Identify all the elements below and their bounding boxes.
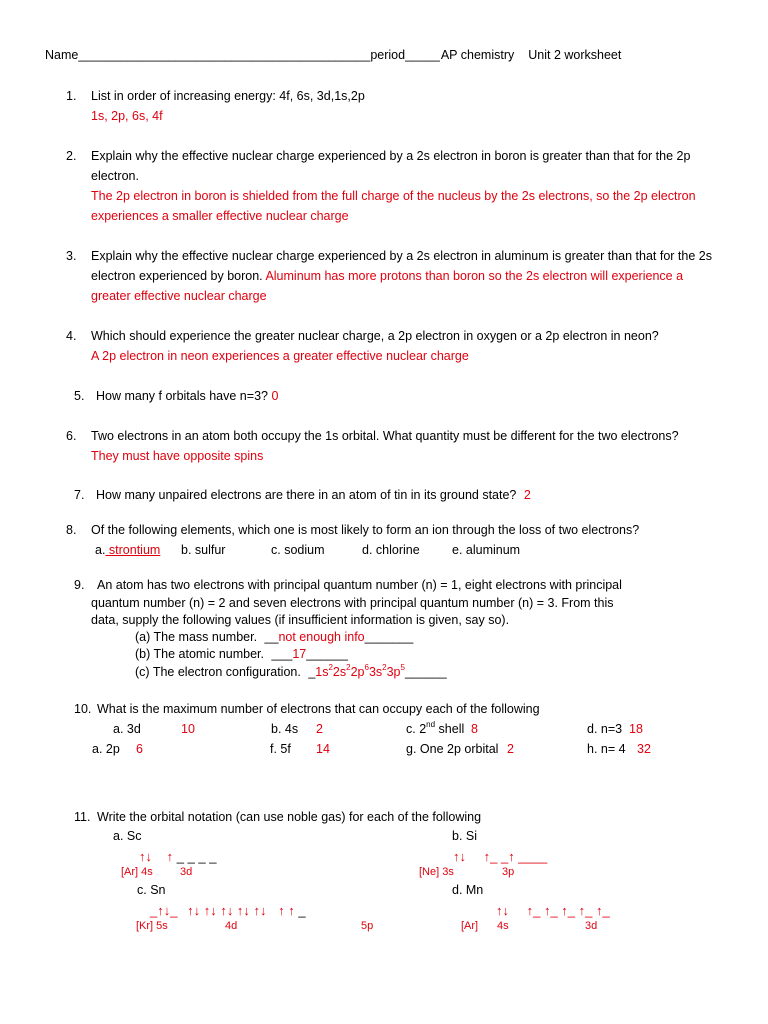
q11-text: Write the orbital notation (can use noble gas) for each of the following: [97, 810, 482, 824]
q3-answer-line1: Aluminum has more protons than boron so the 2s electron will experience a: [265, 269, 684, 283]
q5-line: [96, 389, 278, 403]
q8-option-e: e. aluminum: [452, 543, 521, 557]
q5-text: How many f orbitals have n=3?: [96, 389, 268, 403]
name-blank: __________________________________________: [78, 48, 371, 62]
q8-option-d: d. chlorine: [362, 543, 420, 557]
q2-answer-line1: The 2p electron in boron is shielded from the full charge of the nucleus by the 2s electrons, so the 2p electron: [91, 189, 696, 203]
q8-number: 8.: [66, 523, 77, 537]
q9-part-a-label: (a) The mass number.: [135, 630, 258, 644]
q10-item-answer: 8: [471, 722, 478, 736]
period-label: period: [370, 48, 406, 62]
orbital-4d-boxes: ↑↓ ↑↓ ↑↓ ↑↓ ↑↓: [187, 903, 267, 918]
q11-sn-label: c. Sn: [137, 883, 166, 897]
q9-part-b-label: (b) The atomic number.: [135, 647, 264, 661]
q10-item-label: d. n=3: [587, 722, 623, 736]
q9-number: 9.: [74, 578, 85, 592]
q8-option-a-answer: strontium: [105, 543, 161, 557]
q9-text-line2: quantum number (n) = 2 and seven electrons with principal quantum number (n) = 3. From this: [91, 596, 614, 610]
q9-part-b-blank-post: ______: [306, 647, 348, 661]
q10-item-label: b. 4s: [271, 722, 299, 736]
q2-text-line1: Explain why the effective nuclear charge experienced by a 2s electron in boron is greater than that for the 2p: [91, 149, 691, 163]
q10-item-answer: 2: [316, 722, 323, 736]
q9-text-line1: An atom has two electrons with principal quantum number (n) = 1, eight electrons with principal: [97, 578, 622, 592]
sn-orbital-boxes: [150, 903, 306, 918]
q4-text: Which should experience the greater nuclear charge, a 2p electron in oxygen or a 2p electron in neon?: [91, 329, 659, 343]
q10-item-answer: 18: [629, 722, 643, 736]
q10-item-label: c. 2: [406, 722, 427, 736]
q4-answer: A 2p electron in neon experiences a greater effective nuclear charge: [91, 349, 469, 363]
q10-item-answer: 32: [637, 742, 651, 756]
q9-part-a-blank-pre: __: [264, 630, 279, 644]
period-blank: _____: [405, 48, 440, 62]
q5-number: 5.: [74, 389, 85, 403]
q10-item-label: h. n= 4: [587, 742, 626, 756]
q11-sc-label: a. Sc: [113, 829, 142, 843]
q9-part-a-blank-post: _______: [364, 630, 414, 644]
q10-item-label: a. 3d: [113, 722, 141, 736]
mn-orbital-boxes: [496, 903, 610, 918]
q2-answer-line2: experiences a smaller effective nuclear charge: [91, 209, 349, 223]
q6-number: 6.: [66, 429, 77, 443]
q4-number: 4.: [66, 329, 77, 343]
orbital-3d-boxes: ↑_ ↑_ ↑_ ↑_ ↑_: [526, 903, 610, 918]
q10-number: 10.: [74, 702, 92, 716]
q5-answer: 0: [271, 389, 279, 403]
q10-item-answer: 2: [507, 742, 514, 756]
sc-3d-label: 3d: [180, 866, 193, 878]
unit-label: Unit 2 worksheet: [528, 48, 622, 62]
q9-part-c-label: (c) The electron configuration.: [135, 665, 301, 679]
q6-text: Two electrons in an atom both occupy the 1s orbital. What quantity must be different for the two electrons?: [91, 429, 679, 443]
q10-item-answer: 14: [316, 742, 330, 756]
sn-5p-label: 5p: [361, 920, 374, 932]
q3-number: 3.: [66, 249, 77, 263]
q3-answer-line2: greater effective nuclear charge: [91, 289, 267, 303]
q1-text: List in order of increasing energy: 4f, 6s, 3d,1s,2p: [91, 89, 365, 103]
q10-item-label: a. 2p: [92, 742, 120, 756]
q10-item-label: g. One 2p orbital: [406, 742, 499, 756]
q6-answer: They must have opposite spins: [91, 449, 264, 463]
q2-text-line2: electron.: [91, 169, 139, 183]
q11-si-label: b. Si: [452, 829, 478, 843]
q3-text-line2: electron experienced by boron.: [91, 269, 263, 283]
sn-core-label: [Kr] 5s: [136, 920, 168, 932]
course-label: AP chemistry: [440, 48, 515, 62]
orbital-3d-boxes: ↑ _ _ _ _: [166, 849, 217, 864]
q7-text: How many unpaired electrons are there in an atom of tin in its ground state?: [96, 488, 517, 502]
q9-part-c-blank-pre: _: [308, 665, 316, 679]
mn-4s-label: 4s: [497, 920, 509, 932]
orbital-5p-boxes: ↑ ↑ _: [278, 903, 306, 918]
q10-item-sup: nd: [426, 720, 436, 729]
q3-line2: [91, 269, 683, 283]
q9-part-a: [135, 630, 413, 644]
sc-orbital-boxes: [139, 849, 217, 864]
paired-arrows-icon: _↑↓_: [150, 903, 178, 918]
q10-item-label-shell: [406, 722, 464, 736]
q9-part-c-answer: $1s^22s^22p^63s^23p^5$: [315, 663, 405, 679]
q11-mn-label: d. Mn: [452, 883, 484, 897]
q10-item-answer: 6: [136, 742, 143, 756]
q9-part-b-blank-pre: ___: [271, 647, 293, 661]
q8-option-a: [95, 543, 160, 557]
q10-item-answer: 10: [181, 722, 195, 736]
q8-option-a-label: a.: [95, 543, 106, 557]
q1-number: 1.: [66, 89, 77, 103]
q9-part-a-answer: not enough info: [278, 630, 365, 644]
q3-text-line1: Explain why the effective nuclear charge experienced by a 2s electron in aluminum is greater than that for the 2s: [91, 249, 712, 263]
q10-item-label-suffix: shell: [435, 722, 465, 736]
q9-part-c-blank-post: ______: [404, 665, 447, 679]
q11-number: 11.: [74, 810, 91, 824]
sc-core-label: [Ar] 4s: [121, 866, 153, 878]
q1-answer: 1s, 2p, 6s, 4f: [91, 109, 163, 123]
worksheet-header: [45, 48, 621, 62]
q8-text: Of the following elements, which one is most likely to form an ion through the loss of two electrons?: [91, 523, 640, 537]
q9-part-b: [135, 647, 348, 661]
paired-arrows-icon: ↑↓: [139, 849, 152, 864]
q7-number: 7.: [74, 488, 85, 502]
mn-3d-label: 3d: [585, 920, 598, 932]
mn-core-label: [Ar]: [461, 920, 479, 932]
name-label: Name: [45, 48, 79, 62]
si-orbital-boxes: [453, 849, 547, 864]
q8-option-b: b. sulfur: [181, 543, 226, 557]
paired-arrows-icon: ↑↓: [453, 849, 466, 864]
q9-part-b-answer: 17: [292, 647, 307, 661]
q2-number: 2.: [66, 149, 77, 163]
orbital-3p-boxes: ↑_ _↑ ____: [483, 849, 548, 864]
q10-text: What is the maximum number of electrons that can occupy each of the following: [97, 702, 540, 716]
q7-line: [96, 488, 531, 502]
q10-item-label: f. 5f: [270, 742, 291, 756]
sn-4d-label: 4d: [225, 920, 238, 932]
q9-part-c: [135, 665, 447, 679]
paired-arrows-icon: ↑↓: [496, 903, 509, 918]
q7-answer: 2: [523, 488, 531, 502]
q8-option-c: c. sodium: [271, 543, 325, 557]
q9-text-line3: data, supply the following values (if insufficient information is given, say so).: [91, 613, 510, 627]
si-core-label: [Ne] 3s: [419, 866, 454, 878]
si-3p-label: 3p: [502, 866, 515, 878]
